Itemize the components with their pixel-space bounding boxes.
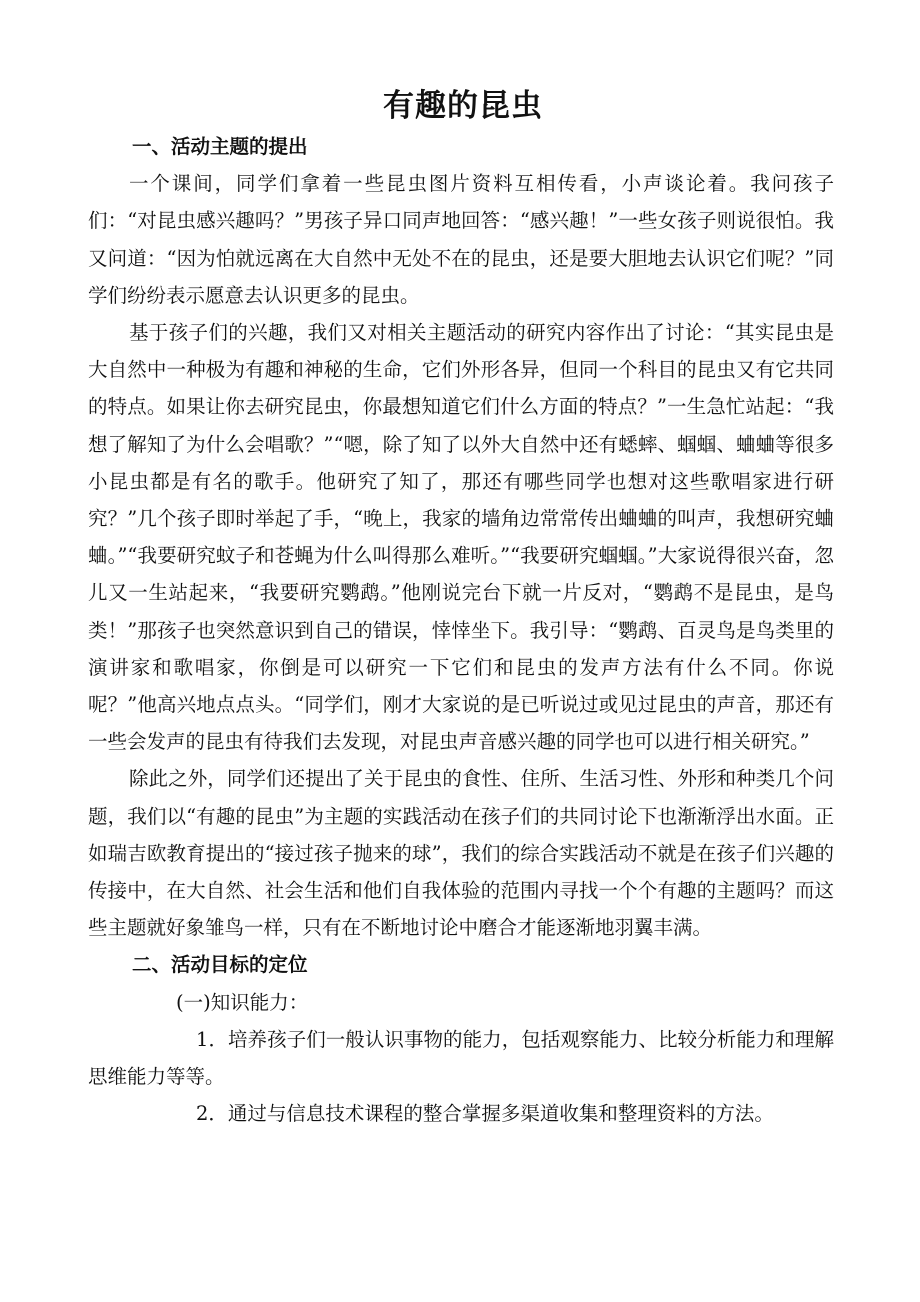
section-heading: 一、活动主题的提出 [132, 135, 308, 158]
document-title: 有趣的昆虫 [383, 88, 543, 124]
paragraph: 一个课间，同学们拿着一些昆虫图片资料互相传看，小声谈论着。我问孩子们：“对昆虫感兴趣吗？”男孩子异口同声地回答：“感兴趣！”一些女孩子则说很怕。我又问道：“因为怕就远离在大自然中无处不在的昆虫，还是要大胆地去认识它们呢？”同学们纷纷表示愿意去认识更多的昆虫。 [88, 172, 834, 307]
list-item: 1．培养孩子们一般认识事物的能力，包括观察能力、比较分析能力和理解思维能力等等。 [88, 1027, 834, 1089]
section-goals [88, 946, 834, 1132]
subsection-heading: (一)知识能力： [176, 990, 309, 1014]
list-item: 2．通过与信息技术课程的整合掌握多渠道收集和整理资料的方法。 [196, 1102, 774, 1126]
document-page [88, 84, 834, 1132]
paragraph: 基于孩子们的兴趣，我们又对相关主题活动的研究内容作出了讨论：“其实昆虫是大自然中一种极为有趣和神秘的生命，它们外形各异，但同一个科目的昆虫又有它共同的特点。如果让你去研究昆虫，你最想知道它们什么方面的特点？”一生急忙站起：“我想了解知了为什么会唱歌？”“嗯，除了知了以外大自然中还有蟋蟀、蝈蝈、蛐蛐等很多小昆虫都是有名的歌手。他研究了知了，那还有哪些同学也想对这些歌唱家进行研究？”几个孩子即时举起了手，“晚上，我家的墙角边常常传出蛐蛐的叫声，我想研究蛐蛐。”“我要研究蚊子和苍蝇为什么叫得那么难听。”“我要研究蝈蝈。”大家说得很兴奋，忽儿又一生站起来，“我要研究鹦鹉。”他刚说完台下就一片反对，“鹦鹉不是昆虫，是鸟类！”那孩子也突然意识到自己的错误，悻悻坐下。我引导：“鹦鹉、百灵鸟是鸟类里的演讲家和歌唱家，你倒是可以研究一下它们和昆虫的发声方法有什么不同。你说呢？”他高兴地点点头。“同学们，刚才大家说的是已听说过或见过昆虫的声音，那还有一些会发声的昆虫有待我们去发现，对昆虫声音感兴趣的同学也可以进行相关研究。” [88, 321, 834, 754]
section-heading: 二、活动目标的定位 [132, 953, 308, 977]
section-topic-proposal [88, 128, 834, 946]
paragraph: 除此之外，同学们还提出了关于昆虫的食性、住所、生活习性、外形和种类几个问题，我们以“有趣的昆虫”为主题的实践活动在孩子们的共同讨论下也渐渐浮出水面。正如瑞吉欧教育提出的“接过孩子抛来的球”，我们的综合实践活动不就是在孩子们兴趣的传接中，在大自然、社会生活和他们自我体验的范围内寻找一个个有趣的主题吗？而这些主题就好象雏鸟一样，只有在不断地讨论中磨合才能逐渐地羽翼丰满。 [88, 767, 834, 940]
